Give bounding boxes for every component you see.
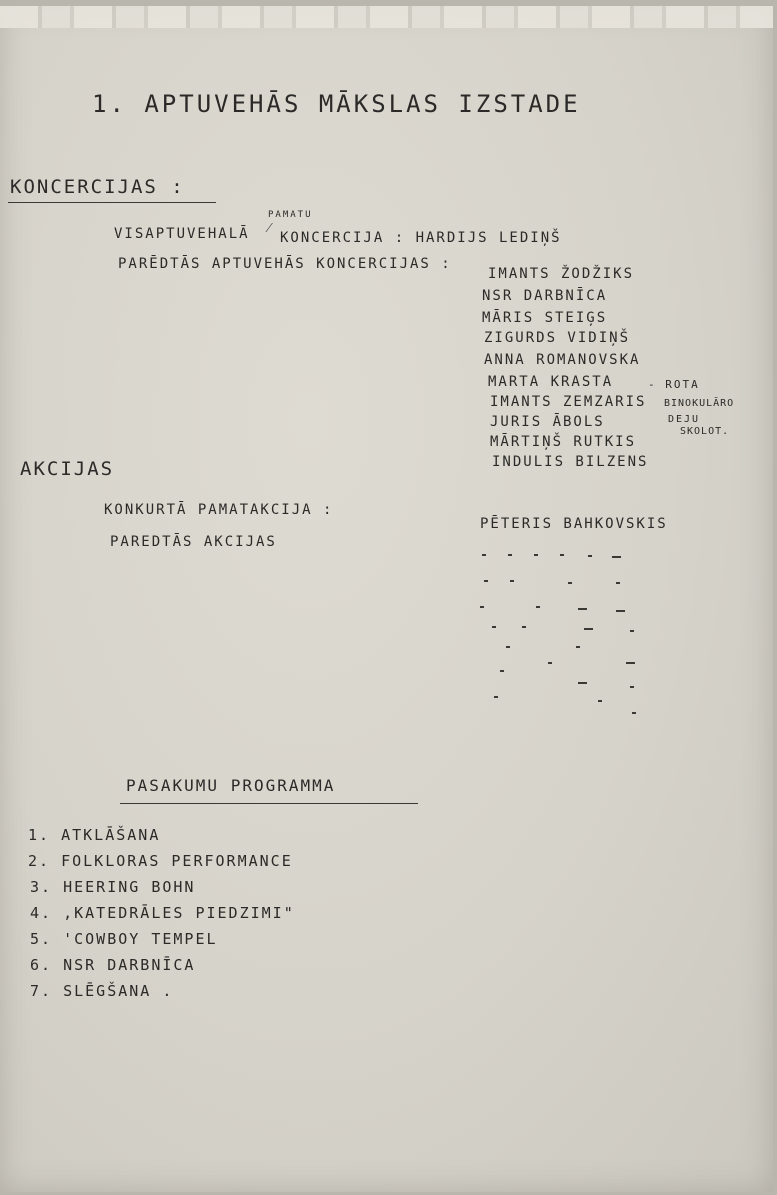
actions-heading: AKCIJAS (20, 458, 115, 480)
program-heading-underline (120, 803, 418, 804)
performer-item: ANNA ROMANOVSKA (484, 352, 641, 368)
performer-item: JURIS ĀBOLS (490, 414, 605, 430)
program-item: 2. FOLKLORAS PERFORMANCE (28, 852, 293, 870)
performer-item: INDULIS BILZENS (492, 454, 649, 470)
concerts-line-planned: PARĒDTĀS APTUVEHĀS KONCERCIJAS : (118, 256, 452, 272)
performer-item: MARTA KRASTA (488, 374, 614, 390)
insert-caret-mark: ⁄ (268, 220, 273, 236)
program-item: 1. ATKLĀŠANA (28, 826, 161, 844)
concerts-insert-word: PAMATU (268, 210, 313, 220)
actions-main-name: PĒTERIS BAHKOVSKIS (480, 516, 668, 532)
program-item: 3. HEERING BOHN (30, 878, 196, 896)
document-page (0, 6, 773, 1192)
actions-line-main: KONKURTĀ PAMATAKCIJA : (104, 502, 334, 518)
margin-note-line: - ROTA (648, 378, 700, 391)
performer-item: MĀRIS STEIĢS (482, 310, 608, 326)
torn-top-edge (0, 6, 773, 28)
program-heading: PASAKUMU PROGRAMMA (126, 776, 336, 795)
margin-note-line: DEJU (668, 414, 701, 425)
program-item: 5. 'COWBOY TEMPEL (30, 930, 218, 948)
performer-item: ZIGURDS VIDIŅŠ (484, 330, 631, 346)
program-item: 4. ‚KATEDRĀLES PIEDZIMI" (30, 904, 295, 922)
performer-item: MĀRTIŅŠ RUTKIS (490, 434, 637, 450)
concerts-heading-underline (8, 202, 216, 203)
performer-item: NSR DARBNĪCA (482, 288, 608, 304)
margin-note-line: SKOLOT. (680, 426, 730, 437)
concerts-heading: KONCERCIJAS : (10, 176, 185, 198)
performer-item: IMANTS ŽODŽIKS (488, 266, 635, 282)
concerts-line-main-post: KONCERCIJA : HARDIJS LEDIŅŠ (280, 230, 562, 246)
program-item: 7. SLĒGŠANA . (30, 982, 174, 1000)
program-item: 6. NSR DARBNĪCA (30, 956, 196, 974)
performer-item: IMANTS ZEMZARIS (490, 394, 647, 410)
actions-line-planned: PAREDTĀS AKCIJAS (110, 534, 277, 550)
concerts-line-main-pre: VISAPTUVEHALĀ (114, 226, 250, 242)
margin-note-line: BINOKULĀRO (664, 398, 735, 409)
page-title: 1. APTUVEHĀS MĀKSLAS IZSTADE (92, 90, 581, 118)
